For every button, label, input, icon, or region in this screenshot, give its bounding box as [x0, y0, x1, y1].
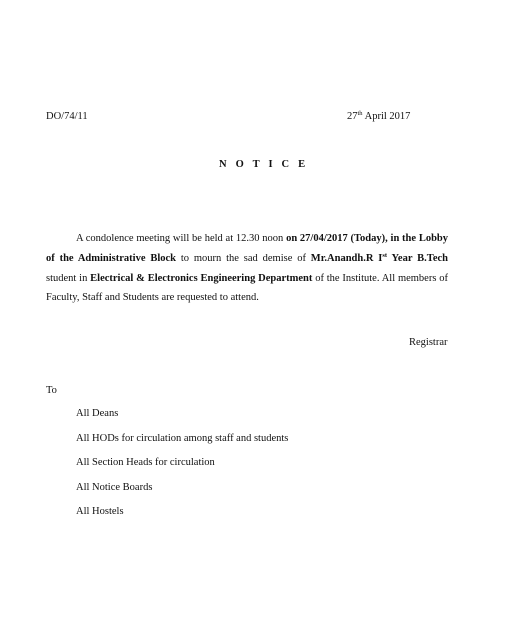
recipient-item: All HODs for circulation among staff and students: [76, 432, 289, 444]
body-bold-department: Electrical & Electronics Engineering Department: [90, 272, 313, 284]
body-text-3: student in: [46, 272, 91, 284]
to-label: To: [46, 385, 57, 396]
date-day: 27: [347, 111, 358, 122]
recipient-item: All Section Heads for circulation: [76, 457, 215, 468]
recipient-item: All Hostels: [76, 506, 124, 517]
recipient-item: All Notice Boards: [76, 481, 153, 493]
recipient-item: All Deans: [76, 408, 119, 419]
body-text-4: of the Institute. All members of Faculty, Staff and Students are requested to attend.: [46, 272, 448, 304]
student-year: Year B.Tech: [387, 252, 448, 264]
year-suffix: st: [382, 251, 388, 259]
student-name: Mr.Anandh.R I: [310, 252, 383, 264]
body-text-1: A condolence meeting will be held at 12.30 noon: [76, 233, 287, 244]
date-suffix: th: [357, 110, 363, 117]
body-text-2: to mourn the sad demise of: [176, 252, 311, 264]
date-month-year: April 2017: [362, 111, 411, 122]
notice-title: N O T I C E: [219, 159, 309, 170]
reference-number: DO/74/11: [46, 111, 88, 122]
body-bold-venue: on 27/04/2017 (Today), in the Lobby of the Administrative Block: [46, 233, 448, 264]
notice-body: [46, 229, 448, 308]
body-bold-name: [311, 253, 448, 264]
notice-date: [347, 111, 410, 122]
signatory: Registrar: [409, 337, 448, 348]
recipient-list: [76, 407, 288, 530]
